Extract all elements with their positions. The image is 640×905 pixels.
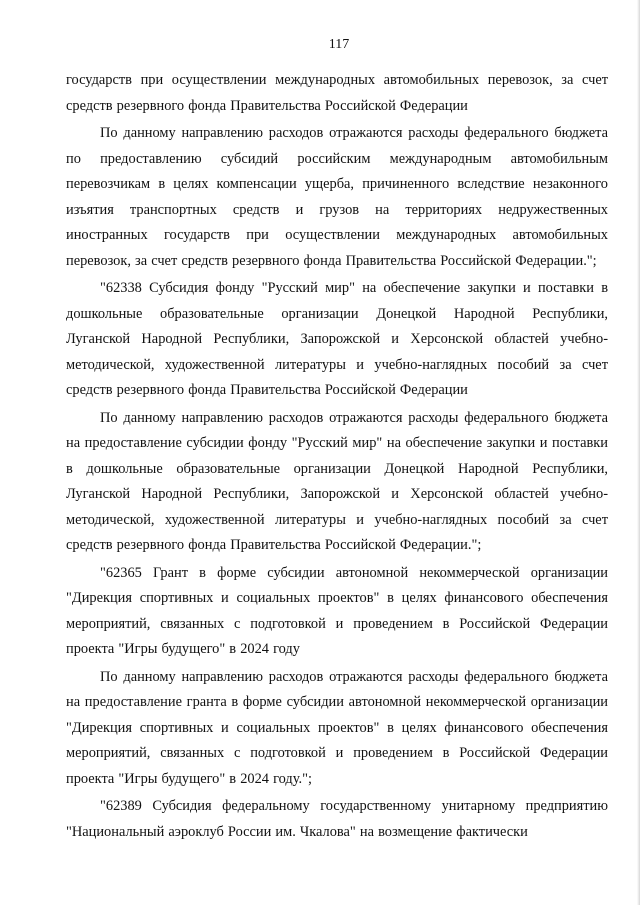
paragraph-code-62389: "62389 Субсидия федеральному государственному унитарному предприятию "Национальный аэроклуб России им. Чкалова" на возмещение фактически — [66, 798, 608, 840]
paragraph-code-62365: "62365 Грант в форме субсидии автономной некоммерческой организации "Дирекция спортивных и социальных проектов" в целях финансового обеспечения мероприятий, связанных с подготовкой и проведением в Российской Федерации проекта "Игры будущего" в 2024 году — [66, 564, 608, 657]
paragraph-expense-description-transport: По данному направлению расходов отражаются расходы федерального бюджета по предоставлению субсидий российским международным автомобильным перевозчикам в целях компенсации ущерба, причиненного вследствие незаконного изъятия транспортных средств и грузов на территориях недружественных иностранных государств при осуществлении международных автомобильных перевозок, за счет средств резервного фонда Правительства Российской Федерации."; — [66, 125, 608, 269]
paragraph-continuation: государств при осуществлении международных автомобильных перевозок, за счет средств резервного фонда Правительства Российской Федерации — [66, 72, 608, 114]
page-number: 117 — [328, 37, 350, 52]
paragraph-expense-description-62365: По данному направлению расходов отражаются расходы федерального бюджета на предоставление гранта в форме субсидии автономной некоммерческой организации "Дирекция спортивных и социальных проектов" в целях финансового обеспечения мероприятий, связанных с подготовкой и проведением в Российской Федерации проекта "Игры будущего" в 2024 году."; — [66, 668, 608, 787]
paragraph-expense-description-62338: По данному направлению расходов отражаются расходы федерального бюджета на предоставление субсидии фонду "Русский мир" на обеспечение закупки и поставки в дошкольные образовательные организации Донецкой Народной Республики, Луганской Народной Республики, Запорожской и Херсонской областей учебно-методической, художественной литературы и учебно-наглядных пособий за счет средств резервного фонда Правительства Российской Федерации."; — [66, 409, 608, 553]
paragraph-code-62338: "62338 Субсидия фонду "Русский мир" на обеспечение закупки и поставки в дошкольные образовательные организации Донецкой Народной Республики, Луганской Народной Республики, Запорожской и Херсонской областей учебно-методической, художественной литературы и учебно-наглядных пособий за счет средств резервного фонда Правительства Российской Федерации — [66, 280, 608, 398]
